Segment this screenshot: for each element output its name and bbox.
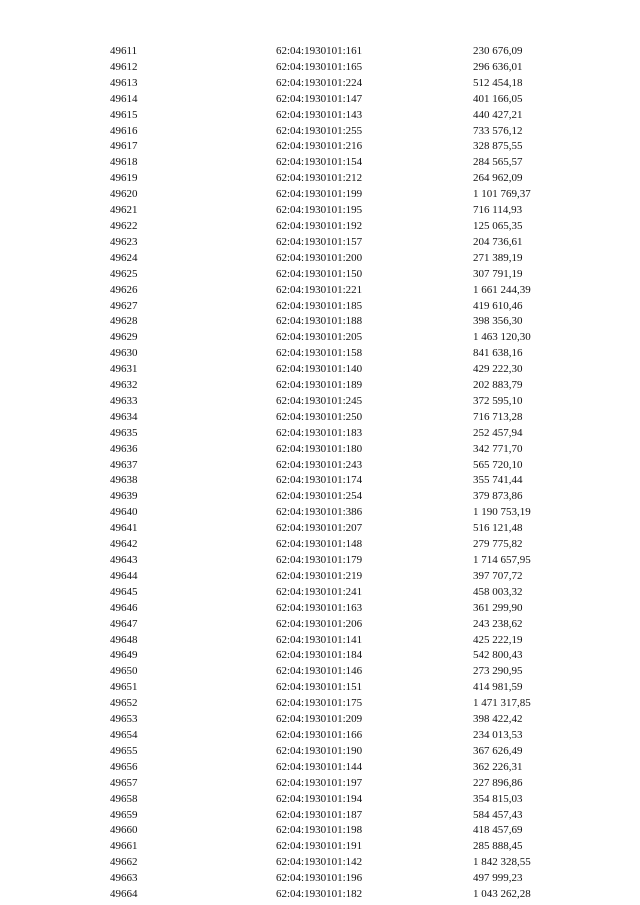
cadastral-value: 440 427,21 [473, 108, 523, 121]
cadastral-number: 62:04:1930101:187 [276, 808, 363, 821]
data-table [110, 44, 570, 903]
cadastral-value: 230 676,09 [473, 45, 523, 57]
cadastral-value: 1 471 317,85 [473, 697, 531, 710]
cadastral-number: 62:04:1930101:194 [276, 792, 363, 805]
cadastral-value: 1 661 244,39 [473, 283, 531, 296]
table-row [110, 267, 570, 283]
cadastral-number: 62:04:1930101:158 [276, 347, 363, 360]
table-row [110, 346, 570, 362]
cadastral-value: 202 883,79 [473, 379, 523, 392]
cadastral-value: 401 166,05 [473, 92, 523, 105]
table-row [110, 537, 570, 553]
row-number: 49651 [110, 681, 138, 694]
cadastral-number: 62:04:1930101:195 [276, 204, 363, 217]
cadastral-value: 516 121,48 [473, 522, 523, 535]
cadastral-number: 62:04:1930101:147 [276, 92, 363, 105]
row-number: 49653 [110, 713, 138, 726]
cadastral-number: 62:04:1930101:207 [276, 522, 363, 535]
cadastral-value: 716 114,93 [473, 204, 523, 217]
table-row [110, 458, 570, 474]
table-row [110, 601, 570, 617]
row-number: 49660 [110, 824, 138, 837]
table-row [110, 887, 570, 903]
cadastral-number: 62:04:1930101:255 [276, 124, 363, 137]
cadastral-number: 62:04:1930101:224 [276, 76, 363, 89]
table-row [110, 792, 570, 808]
table-row [110, 139, 570, 155]
row-number: 49646 [110, 601, 138, 614]
cadastral-number: 62:04:1930101:161 [276, 45, 363, 57]
cadastral-number: 62:04:1930101:212 [276, 172, 363, 185]
table-row [110, 776, 570, 792]
cadastral-number: 62:04:1930101:144 [276, 760, 363, 773]
row-number: 49661 [110, 840, 138, 853]
cadastral-value: 243 238,62 [473, 617, 523, 630]
row-number: 49624 [110, 251, 138, 264]
cadastral-value: 1 101 769,37 [473, 188, 531, 201]
row-number: 49613 [110, 76, 138, 89]
cadastral-value: 584 457,43 [473, 808, 523, 821]
row-number: 49650 [110, 665, 138, 678]
table-row [110, 712, 570, 728]
table-row [110, 60, 570, 76]
cadastral-value: 397 707,72 [473, 569, 523, 582]
row-number: 49664 [110, 888, 138, 901]
table-row [110, 744, 570, 760]
cadastral-value: 355 741,44 [473, 474, 523, 487]
row-number: 49636 [110, 442, 138, 455]
row-number: 49656 [110, 760, 138, 773]
cadastral-value: 419 610,46 [473, 299, 523, 312]
table-row [110, 489, 570, 505]
row-number: 49647 [110, 617, 138, 630]
cadastral-value: 497 999,23 [473, 872, 523, 885]
cadastral-value: 1 043 262,28 [473, 888, 531, 901]
cadastral-value: 565 720,10 [473, 458, 523, 471]
cadastral-number: 62:04:1930101:243 [276, 458, 363, 471]
row-number: 49621 [110, 204, 138, 217]
cadastral-value: 273 290,95 [473, 665, 523, 678]
row-number: 49627 [110, 299, 138, 312]
table-row [110, 442, 570, 458]
row-number: 49631 [110, 363, 138, 376]
table-row [110, 696, 570, 712]
row-number: 49633 [110, 394, 138, 407]
cadastral-value: 425 222,19 [473, 633, 523, 646]
cadastral-number: 62:04:1930101:185 [276, 299, 363, 312]
cadastral-value: 367 626,49 [473, 744, 523, 757]
row-number: 49626 [110, 283, 138, 296]
cadastral-value: 414 981,59 [473, 681, 523, 694]
cadastral-value: 1 190 753,19 [473, 506, 531, 519]
cadastral-number: 62:04:1930101:216 [276, 140, 363, 153]
cadastral-number: 62:04:1930101:141 [276, 633, 363, 646]
row-number: 49618 [110, 156, 138, 169]
cadastral-number: 62:04:1930101:219 [276, 569, 363, 582]
row-number: 49662 [110, 856, 138, 869]
cadastral-value: 362 226,31 [473, 760, 523, 773]
row-number: 49659 [110, 808, 138, 821]
table-row [110, 235, 570, 251]
table-row [110, 808, 570, 824]
table-row [110, 569, 570, 585]
row-number: 49611 [110, 45, 138, 57]
cadastral-value: 204 736,61 [473, 235, 523, 248]
cadastral-number: 62:04:1930101:182 [276, 888, 363, 901]
cadastral-value: 1 842 328,55 [473, 856, 531, 869]
cadastral-number: 62:04:1930101:163 [276, 601, 363, 614]
row-number: 49658 [110, 792, 138, 805]
row-number: 49649 [110, 649, 138, 662]
row-number: 49634 [110, 410, 138, 423]
row-number: 49619 [110, 172, 138, 185]
cadastral-value: 234 013,53 [473, 728, 523, 741]
table-row [110, 426, 570, 442]
cadastral-number: 62:04:1930101:180 [276, 442, 363, 455]
row-number: 49640 [110, 506, 138, 519]
row-number: 49639 [110, 490, 138, 503]
table-row [110, 553, 570, 569]
cadastral-value: 264 962,09 [473, 172, 523, 185]
cadastral-value: 379 873,86 [473, 490, 523, 503]
cadastral-value: 125 065,35 [473, 219, 523, 232]
cadastral-value: 279 775,82 [473, 538, 523, 551]
cadastral-number: 62:04:1930101:143 [276, 108, 363, 121]
cadastral-value: 418 457,69 [473, 824, 523, 837]
cadastral-value: 361 299,90 [473, 601, 523, 614]
row-number: 49657 [110, 776, 138, 789]
cadastral-value: 733 576,12 [473, 124, 523, 137]
cadastral-value: 1 463 120,30 [473, 331, 531, 344]
cadastral-value: 271 389,19 [473, 251, 523, 264]
cadastral-number: 62:04:1930101:221 [276, 283, 363, 296]
table-row [110, 314, 570, 330]
cadastral-number: 62:04:1930101:183 [276, 426, 363, 439]
cadastral-value: 398 422,42 [473, 713, 523, 726]
cadastral-number: 62:04:1930101:175 [276, 697, 363, 710]
cadastral-number: 62:04:1930101:157 [276, 235, 363, 248]
table-row [110, 92, 570, 108]
cadastral-value: 328 875,55 [473, 140, 523, 153]
cadastral-number: 62:04:1930101:191 [276, 840, 363, 853]
cadastral-value: 512 454,18 [473, 76, 523, 89]
table-row [110, 330, 570, 346]
cadastral-number: 62:04:1930101:151 [276, 681, 363, 694]
cadastral-value: 252 457,94 [473, 426, 523, 439]
cadastral-number: 62:04:1930101:140 [276, 363, 363, 376]
cadastral-value: 307 791,19 [473, 267, 523, 280]
row-number: 49630 [110, 347, 138, 360]
row-number: 49655 [110, 744, 138, 757]
cadastral-number: 62:04:1930101:241 [276, 585, 363, 598]
table-row [110, 760, 570, 776]
cadastral-number: 62:04:1930101:166 [276, 728, 363, 741]
cadastral-value: 398 356,30 [473, 315, 523, 328]
cadastral-number: 62:04:1930101:206 [276, 617, 363, 630]
cadastral-value: 1 714 657,95 [473, 554, 531, 566]
cadastral-value: 429 222,30 [473, 363, 523, 376]
row-number: 49635 [110, 426, 138, 439]
cadastral-number: 62:04:1930101:198 [276, 824, 363, 837]
row-number: 49622 [110, 219, 138, 232]
cadastral-number: 62:04:1930101:148 [276, 538, 363, 551]
cadastral-number: 62:04:1930101:154 [276, 156, 363, 169]
table-row [110, 203, 570, 219]
cadastral-number: 62:04:1930101:386 [276, 506, 363, 519]
row-number: 49638 [110, 474, 138, 487]
row-number: 49652 [110, 697, 138, 710]
table-row [110, 124, 570, 140]
cadastral-number: 62:04:1930101:197 [276, 776, 363, 789]
table-row [110, 378, 570, 394]
cadastral-number: 62:04:1930101:184 [276, 649, 363, 662]
row-number: 49663 [110, 872, 138, 885]
table-row [110, 680, 570, 696]
table-row [110, 585, 570, 601]
table-row [110, 855, 570, 871]
cadastral-value: 841 638,16 [473, 347, 523, 360]
table-row [110, 251, 570, 267]
cadastral-number: 62:04:1930101:192 [276, 219, 363, 232]
table-row [110, 155, 570, 171]
row-number: 49644 [110, 569, 138, 582]
row-number: 49637 [110, 458, 138, 471]
table-row [110, 521, 570, 537]
table-row [110, 728, 570, 744]
cadastral-value: 354 815,03 [473, 792, 523, 805]
table-row [110, 871, 570, 887]
cadastral-value: 227 896,86 [473, 776, 523, 789]
cadastral-number: 62:04:1930101:174 [276, 474, 363, 487]
table-row [110, 648, 570, 664]
table-row [110, 283, 570, 299]
row-number: 49641 [110, 522, 138, 535]
cadastral-number: 62:04:1930101:250 [276, 410, 363, 423]
table-row [110, 617, 570, 633]
row-number: 49623 [110, 235, 138, 248]
table-row [110, 44, 570, 60]
table-row [110, 410, 570, 426]
table-row [110, 219, 570, 235]
cadastral-number: 62:04:1930101:196 [276, 872, 363, 885]
row-number: 49612 [110, 60, 138, 73]
cadastral-number: 62:04:1930101:190 [276, 744, 363, 757]
cadastral-value: 716 713,28 [473, 410, 523, 423]
table-row [110, 839, 570, 855]
row-number: 49620 [110, 188, 138, 201]
cadastral-value: 458 003,32 [473, 585, 523, 598]
cadastral-number: 62:04:1930101:165 [276, 60, 363, 73]
row-number: 49642 [110, 538, 138, 551]
row-number: 49614 [110, 92, 138, 105]
cadastral-value: 296 636,01 [473, 60, 523, 73]
row-number: 49629 [110, 331, 138, 344]
table-row [110, 823, 570, 839]
cadastral-number: 62:04:1930101:146 [276, 665, 363, 678]
cadastral-number: 62:04:1930101:142 [276, 856, 363, 869]
table-row [110, 299, 570, 315]
cadastral-value: 372 595,10 [473, 394, 523, 407]
table-row [110, 473, 570, 489]
row-number: 49643 [110, 554, 138, 566]
table-row [110, 505, 570, 521]
cadastral-number: 62:04:1930101:150 [276, 267, 363, 280]
table-row [110, 633, 570, 649]
table-row [110, 187, 570, 203]
cadastral-number: 62:04:1930101:179 [276, 554, 363, 566]
cadastral-number: 62:04:1930101:245 [276, 394, 363, 407]
table-row [110, 362, 570, 378]
row-number: 49617 [110, 140, 138, 153]
table-row [110, 394, 570, 410]
cadastral-number: 62:04:1930101:188 [276, 315, 363, 328]
table-row [110, 171, 570, 187]
row-number: 49628 [110, 315, 138, 328]
cadastral-value: 542 800,43 [473, 649, 523, 662]
row-number: 49654 [110, 728, 138, 741]
row-number: 49648 [110, 633, 138, 646]
cadastral-value: 285 888,45 [473, 840, 523, 853]
table-row [110, 664, 570, 680]
cadastral-number: 62:04:1930101:189 [276, 379, 363, 392]
row-number: 49645 [110, 585, 138, 598]
row-number: 49625 [110, 267, 138, 280]
cadastral-number: 62:04:1930101:200 [276, 251, 363, 264]
row-number: 49615 [110, 108, 138, 121]
cadastral-value: 284 565,57 [473, 156, 523, 169]
cadastral-number: 62:04:1930101:199 [276, 188, 363, 201]
table-row [110, 108, 570, 124]
row-number: 49632 [110, 379, 138, 392]
row-number: 49616 [110, 124, 138, 137]
table-row [110, 76, 570, 92]
cadastral-number: 62:04:1930101:254 [276, 490, 363, 503]
cadastral-number: 62:04:1930101:209 [276, 713, 363, 726]
cadastral-value: 342 771,70 [473, 442, 523, 455]
cadastral-number: 62:04:1930101:205 [276, 331, 363, 344]
